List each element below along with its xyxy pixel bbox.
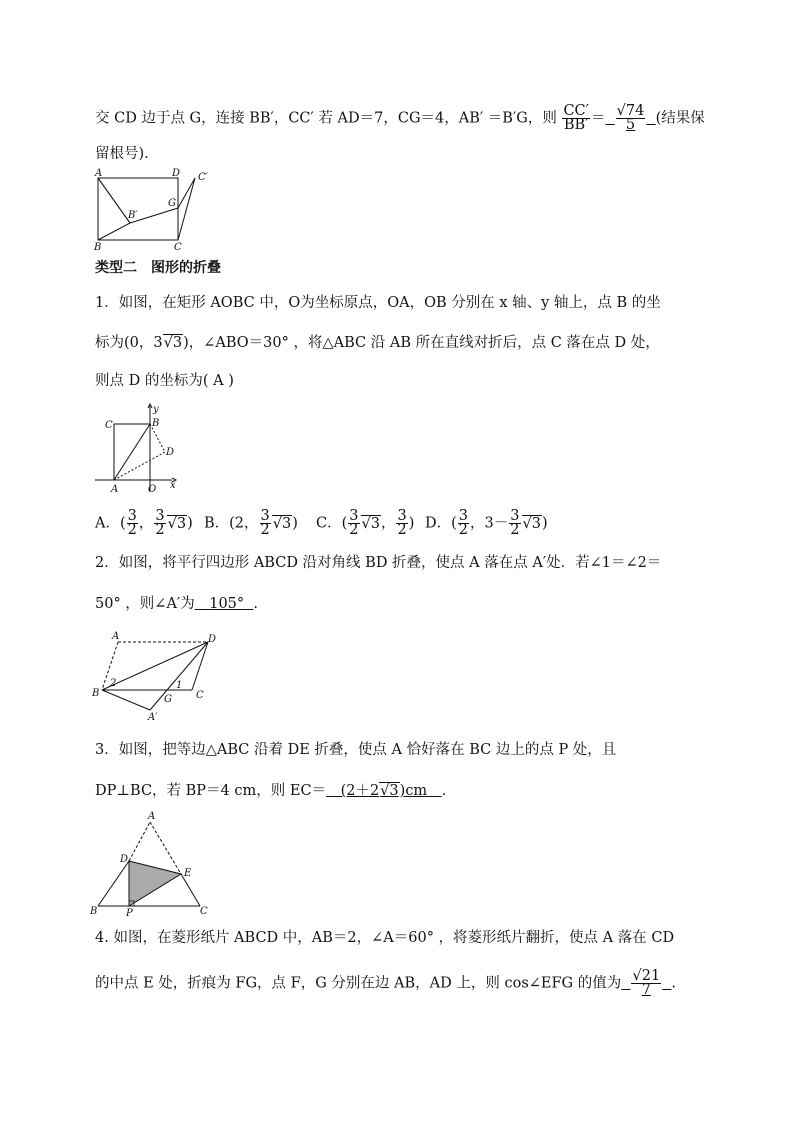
- q1-option-d-close: ): [541, 515, 548, 532]
- q1-option-c-sqrt: 3: [370, 515, 380, 532]
- q2-answer: 105°: [209, 596, 245, 612]
- figure-coordinate-rectangle: [90, 402, 190, 494]
- fig2-label-a: A: [112, 631, 120, 642]
- q1-option-a-sqrt: 3: [176, 515, 187, 532]
- q0-ratio-fraction: [562, 105, 589, 132]
- q3-line2-b: .: [441, 783, 447, 799]
- fig1-label-x: x: [170, 480, 176, 491]
- q1-line3: 则点 D 的坐标为( A ): [95, 373, 234, 389]
- fig0-label-b1: B′: [128, 210, 138, 221]
- q1-option-c-close: ): [408, 515, 415, 532]
- fig0-label-c1: C′: [198, 172, 208, 183]
- q0-ratio-numerator: CC′: [563, 103, 589, 119]
- section-title: 类型二 图形的折叠: [95, 260, 221, 276]
- q1-line2-b: )，∠ABO＝30° ，将△ABC 沿 AB 所在直线对折后，点 C 落在点 D 处，: [183, 335, 660, 351]
- q1-sqrt-value: 3: [172, 335, 183, 351]
- q0-line1: [95, 105, 705, 132]
- q1-option-d-den2: 2: [510, 522, 520, 538]
- fig3-label-b: B: [90, 906, 98, 917]
- q3-line1: 3．如图，把等边△ABC 沿着 DE 折叠，使点 A 恰好落在 BC 边上的点 P 处，且: [95, 742, 617, 758]
- fig2-label-1: 1: [176, 680, 183, 691]
- fig2-label-a1: A′: [148, 712, 158, 723]
- q1-option-a-den2: 2: [155, 522, 165, 538]
- q4-line2-b: .: [671, 975, 677, 992]
- q1-option-a[interactable]: A．( $\frac{3}{2}$ ， $\frac{3}{2}$ √3): [95, 508, 193, 538]
- q2-line1: 2．如图，将平行四边形 ABCD 沿对角线 BD 折叠，使点 A 落在点 A′处．若∠1＝∠2＝: [95, 555, 662, 571]
- q0-line2: 留根号).: [95, 146, 149, 162]
- q4-answer-numerator: √21: [632, 968, 661, 984]
- fig1-label-y: y: [153, 404, 159, 415]
- q0-text-a: 交 CD 边于点 G，连接 BB′，CC′ 若 AD＝7，CG＝4，AB′ ＝B′G，则: [95, 110, 557, 127]
- fig2-label-2: 2: [110, 678, 117, 689]
- q1-option-c-num1: 3: [349, 508, 359, 524]
- q1-option-a-den1: 2: [127, 522, 137, 538]
- q1-option-d-den1: 2: [458, 522, 469, 538]
- q1-line1: 1．如图，在矩形 AOBC 中，O为坐标原点，OA，OB 分别在 x 轴、y 轴上，点 B 的坐: [95, 295, 661, 311]
- fig1-label-b: B: [152, 418, 160, 429]
- fig3-label-c: C: [200, 906, 208, 917]
- q1-option-c[interactable]: C．( $\frac{3}{2}$ √3， $\frac{3}{2}$ ): [316, 508, 415, 538]
- fig2-label-b: B: [92, 688, 100, 699]
- fig3-label-a: A: [148, 811, 156, 822]
- fig1-label-c: C: [105, 420, 113, 431]
- q1-option-d-label: D．(: [425, 515, 457, 532]
- q1-option-a-close: ): [187, 515, 193, 532]
- q1-option-a-num2: 3: [155, 508, 165, 524]
- q1-option-c-num2: 3: [397, 508, 407, 524]
- q0-ratio-denominator: BB′: [563, 117, 589, 133]
- fig0-label-g: G: [168, 198, 176, 209]
- q1-option-b-num: 3: [260, 508, 270, 524]
- q1-option-c-den2: 2: [397, 522, 407, 538]
- fig1-label-d: D: [166, 447, 175, 458]
- q1-line2-a: 标为(0，3: [95, 335, 163, 351]
- q1-option-d[interactable]: D．( $\frac{3}{2}$ ，3－ $\frac{3}{2}$ √3): [425, 508, 548, 538]
- q1-option-c-den1: 2: [349, 522, 359, 538]
- q3-line2-a: DP⊥BC，若 BP＝4 cm，则 EC＝: [95, 783, 327, 799]
- fig0-label-b: B: [94, 242, 102, 253]
- fig3-label-d: D: [120, 854, 129, 865]
- q0-equals: ＝: [590, 110, 606, 127]
- q1-option-d-num1: 3: [458, 508, 469, 524]
- fig2-label-d: D: [208, 634, 217, 645]
- q0-answer-denominator: 5: [625, 117, 636, 133]
- q1-option-b[interactable]: B．(2， $\frac{3}{2}$ √3): [204, 508, 298, 538]
- q1-option-b-label: B．(2，: [204, 515, 259, 532]
- q1-option-b-sqrt: 3: [282, 515, 292, 532]
- q0-text-b: (结果保: [655, 110, 705, 127]
- q3-answer-a: (2＋2: [340, 783, 380, 799]
- q1-option-d-num2: 3: [510, 508, 520, 524]
- fig1-label-o: O: [148, 484, 157, 495]
- q3-answer-b: )cm: [399, 783, 428, 799]
- q1-option-a-comma: ，: [138, 515, 154, 532]
- q1-sqrt: √3: [163, 335, 183, 351]
- q4-answer-fraction: [631, 970, 661, 997]
- q1-option-d-minus: 3－: [484, 515, 509, 532]
- q0-answer-fraction: [616, 105, 646, 132]
- figure-rectangle-fold: [90, 168, 220, 252]
- q1-option-b-den: 2: [260, 522, 270, 538]
- q2-line2-b: .: [253, 596, 259, 612]
- q4-line2: [95, 970, 676, 997]
- q1-option-d-comma: ，: [470, 515, 485, 532]
- fig3-label-p: P: [126, 908, 133, 919]
- q1-option-c-comma: ，: [380, 515, 396, 532]
- q1-option-a-num1: 3: [127, 508, 137, 524]
- fig2-label-g: G: [164, 694, 172, 705]
- q1-line2: [95, 333, 660, 353]
- q1-option-c-label: C．(: [316, 515, 348, 532]
- fig1-label-a: A: [111, 484, 119, 495]
- fig0-label-d: D: [172, 168, 181, 179]
- fig3-label-e: E: [184, 868, 192, 879]
- q4-line1: 4. 如图，在菱形纸片 ABCD 中，AB＝2，∠A＝60° ，将菱形纸片翻折，使点 A 落在 CD: [95, 930, 675, 946]
- fig0-label-a: A: [95, 168, 103, 179]
- q3-answer-sqrt: 3: [389, 783, 399, 799]
- q2-line2-a: 50° ，则∠A′为: [95, 596, 195, 612]
- q3-line2: DP⊥BC，若 BP＝4 cm，则 EC＝ (2＋2√3)cm .: [95, 783, 447, 799]
- q0-answer-numerator: √74: [616, 103, 645, 119]
- q1-option-b-close: ): [292, 515, 298, 532]
- q4-answer-denominator: 7: [641, 982, 651, 998]
- figure-triangle-fold: [90, 810, 220, 918]
- q1-option-d-sqrt: 3: [531, 515, 541, 532]
- q1-option-a-label: A．(: [95, 515, 126, 532]
- fig2-label-c: C: [196, 690, 204, 701]
- fig0-label-c: C: [174, 242, 182, 253]
- figure-parallelogram-fold: [90, 630, 220, 722]
- q4-line2-a: 的中点 E 处，折痕为 FG，点 F，G 分别在边 AB，AD 上，则 cos∠EFG 的值为: [95, 975, 622, 992]
- q2-line2: [95, 594, 258, 614]
